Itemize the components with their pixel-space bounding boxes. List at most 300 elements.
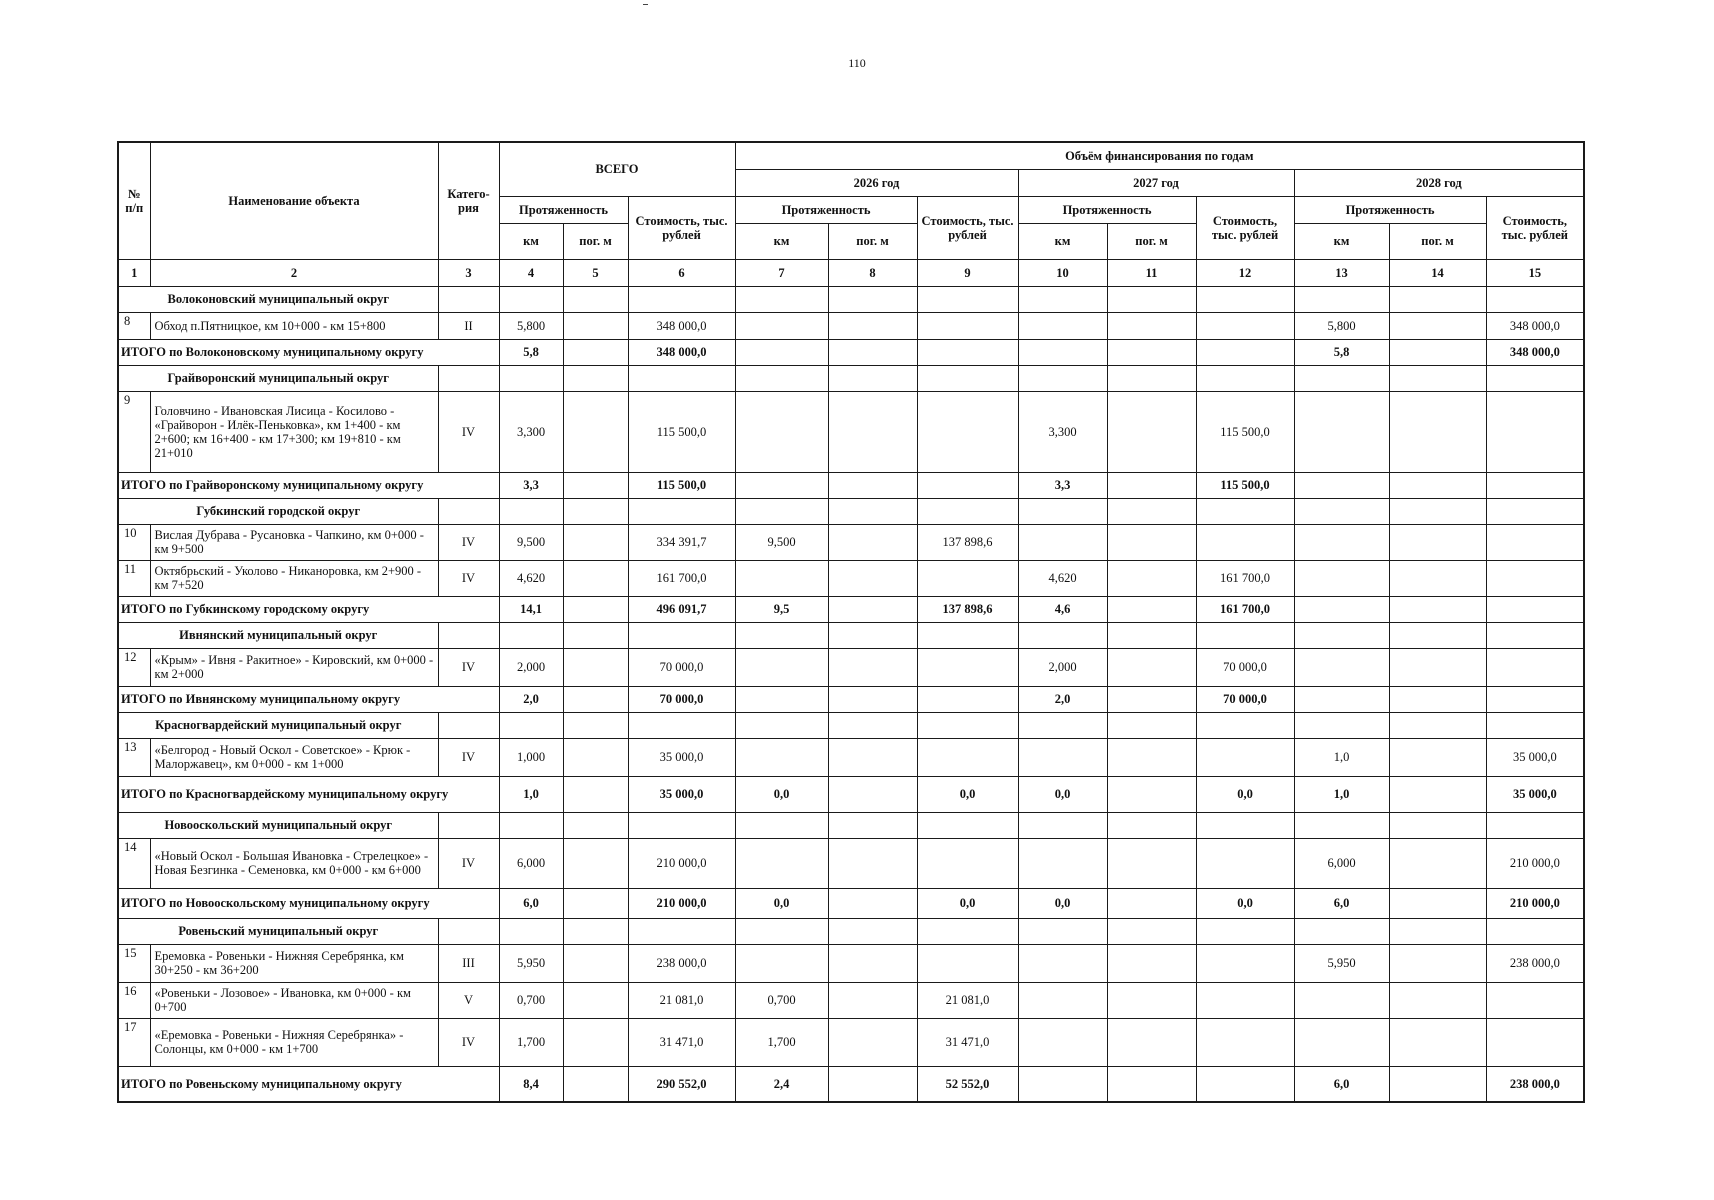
header-year-2028: 2028 год [1294, 169, 1584, 196]
column-number: 2 [150, 259, 438, 286]
header-cost: Стоимость, тыс. рублей [1196, 196, 1294, 259]
section-title: Новооскольский муниципальный округ [118, 812, 438, 838]
total-pog-m [563, 472, 628, 498]
year-2026-cost: 31 471,0 [917, 1018, 1018, 1066]
column-number: 5 [563, 259, 628, 286]
empty-cell [628, 286, 735, 312]
year-2027-km [1018, 982, 1107, 1018]
row-number: 12 [118, 648, 150, 686]
year-2026-pog-m [828, 944, 917, 982]
header-total: ВСЕГО [499, 142, 735, 196]
table-header [118, 142, 1584, 286]
total-cost: 161 700,0 [628, 560, 735, 596]
empty-cell [1196, 498, 1294, 524]
object-name: Головчино - Ивановская Лисица - Косилово - «Грайворон - Илёк-Пеньковка», км 1+400 - км 2+600; км 16+400 - км 17+300; км 19+810 - км 21+010 [150, 391, 438, 472]
year-2027-cost: 0,0 [1196, 776, 1294, 812]
row-number: 14 [118, 838, 150, 888]
year-2027-pog-m [1107, 776, 1196, 812]
total-row [118, 686, 1584, 712]
empty-cell [917, 812, 1018, 838]
header-funding: Объём финансирования по годам [735, 142, 1584, 169]
year-2026-pog-m [828, 738, 917, 776]
total-cost: 210 000,0 [628, 838, 735, 888]
total-cost: 348 000,0 [628, 312, 735, 339]
empty-cell [1389, 498, 1486, 524]
empty-cell [828, 622, 917, 648]
empty-cell [438, 286, 499, 312]
object-name: «Еремовка - Ровеньки - Нижняя Серебрянка» - Солонцы, км 0+000 - км 1+700 [150, 1018, 438, 1066]
total-pog-m [563, 686, 628, 712]
category: V [438, 982, 499, 1018]
row-number: 17 [118, 1018, 150, 1066]
year-2027-cost [1196, 524, 1294, 560]
year-2027-km [1018, 738, 1107, 776]
empty-cell [1389, 365, 1486, 391]
total-cost: 334 391,7 [628, 524, 735, 560]
object-name: «Ровеньки - Лозовое» - Ивановка, км 0+000 - км 0+700 [150, 982, 438, 1018]
category: IV [438, 560, 499, 596]
empty-cell [917, 712, 1018, 738]
year-2028-cost: 210 000,0 [1486, 888, 1584, 918]
year-2027-cost: 115 500,0 [1196, 472, 1294, 498]
year-2026-cost: 137 898,6 [917, 596, 1018, 622]
year-2028-cost [1486, 524, 1584, 560]
year-2026-km: 0,700 [735, 982, 828, 1018]
year-2028-km: 5,800 [1294, 312, 1389, 339]
year-2027-cost [1196, 1018, 1294, 1066]
year-2026-cost [917, 339, 1018, 365]
year-2028-km: 6,0 [1294, 888, 1389, 918]
year-2027-cost [1196, 838, 1294, 888]
year-2026-km [735, 391, 828, 472]
year-2026-cost [917, 312, 1018, 339]
year-2028-km [1294, 472, 1389, 498]
year-2026-cost [917, 648, 1018, 686]
year-2028-km: 6,000 [1294, 838, 1389, 888]
year-2027-cost: 115 500,0 [1196, 391, 1294, 472]
total-label: ИТОГО по Новооскольскому муниципальному округу [118, 888, 499, 918]
total-row [118, 472, 1584, 498]
section-title: Ивнянский муниципальный округ [118, 622, 438, 648]
empty-cell [628, 622, 735, 648]
empty-cell [499, 365, 563, 391]
year-2028-km [1294, 982, 1389, 1018]
empty-cell [628, 498, 735, 524]
empty-cell [1196, 918, 1294, 944]
empty-cell [1107, 812, 1196, 838]
total-cost: 348 000,0 [628, 339, 735, 365]
empty-cell [628, 918, 735, 944]
section-row [118, 622, 1584, 648]
year-2028-cost [1486, 982, 1584, 1018]
header-name: Наименование объекта [150, 142, 438, 259]
header-category: Катего-рия [438, 142, 499, 259]
year-2026-km [735, 944, 828, 982]
category: IV [438, 738, 499, 776]
header-km: км [735, 223, 828, 259]
table-row [118, 648, 1584, 686]
column-number: 15 [1486, 259, 1584, 286]
year-2027-km [1018, 1066, 1107, 1102]
year-2026-km: 0,0 [735, 776, 828, 812]
year-2026-km [735, 472, 828, 498]
year-2028-cost [1486, 596, 1584, 622]
year-2027-km [1018, 1018, 1107, 1066]
year-2027-pog-m [1107, 339, 1196, 365]
total-pog-m [563, 888, 628, 918]
year-2026-cost: 137 898,6 [917, 524, 1018, 560]
header-no: № п/п [118, 142, 150, 259]
table-row [118, 312, 1584, 339]
empty-cell [1486, 498, 1584, 524]
year-2026-km [735, 838, 828, 888]
object-name: Еремовка - Ровеньки - Нижняя Серебрянка, км 30+250 - км 36+200 [150, 944, 438, 982]
total-pog-m [563, 776, 628, 812]
total-pog-m [563, 838, 628, 888]
year-2026-cost: 0,0 [917, 888, 1018, 918]
empty-cell [628, 365, 735, 391]
year-2026-km: 2,4 [735, 1066, 828, 1102]
empty-cell [1486, 286, 1584, 312]
empty-cell [917, 286, 1018, 312]
year-2026-cost [917, 838, 1018, 888]
row-number: 9 [118, 391, 150, 472]
year-2028-pog-m [1389, 524, 1486, 560]
year-2026-pog-m [828, 339, 917, 365]
year-2027-km: 2,000 [1018, 648, 1107, 686]
header-length: Протяженность [499, 196, 628, 223]
total-km: 3,3 [499, 472, 563, 498]
empty-cell [628, 812, 735, 838]
total-km: 6,0 [499, 888, 563, 918]
year-2028-km [1294, 1018, 1389, 1066]
empty-cell [563, 498, 628, 524]
year-2028-cost [1486, 391, 1584, 472]
section-title: Красногвардейский муниципальный округ [118, 712, 438, 738]
total-pog-m [563, 944, 628, 982]
empty-cell [1196, 365, 1294, 391]
empty-cell [1107, 498, 1196, 524]
column-number: 9 [917, 259, 1018, 286]
table-row [118, 391, 1584, 472]
section-row [118, 712, 1584, 738]
total-label: ИТОГО по Ивнянскому муниципальному округу [118, 686, 499, 712]
category: IV [438, 524, 499, 560]
year-2027-km: 3,3 [1018, 472, 1107, 498]
funding-table [117, 141, 1585, 1103]
total-pog-m [563, 982, 628, 1018]
empty-cell [1018, 918, 1107, 944]
year-2027-km [1018, 312, 1107, 339]
year-2027-km: 3,300 [1018, 391, 1107, 472]
column-number: 14 [1389, 259, 1486, 286]
total-label: ИТОГО по Ровеньскому муниципальному округу [118, 1066, 499, 1102]
year-2028-pog-m [1389, 888, 1486, 918]
total-row [118, 1066, 1584, 1102]
year-2027-pog-m [1107, 648, 1196, 686]
empty-cell [1018, 812, 1107, 838]
year-2026-km: 1,700 [735, 1018, 828, 1066]
empty-cell [917, 918, 1018, 944]
year-2027-pog-m [1107, 888, 1196, 918]
year-2027-km: 0,0 [1018, 888, 1107, 918]
year-2027-pog-m [1107, 312, 1196, 339]
total-km: 1,700 [499, 1018, 563, 1066]
object-name: Октябрьский - Уколово - Никаноровка, км 2+900 - км 7+520 [150, 560, 438, 596]
total-km: 4,620 [499, 560, 563, 596]
empty-cell [735, 812, 828, 838]
year-2028-km: 1,0 [1294, 738, 1389, 776]
empty-cell [1196, 622, 1294, 648]
total-cost: 31 471,0 [628, 1018, 735, 1066]
year-2027-km [1018, 838, 1107, 888]
total-km: 1,000 [499, 738, 563, 776]
empty-cell [1018, 286, 1107, 312]
column-number-row [118, 259, 1584, 286]
empty-cell [735, 918, 828, 944]
empty-cell [735, 498, 828, 524]
empty-cell [1294, 712, 1389, 738]
empty-cell [1294, 812, 1389, 838]
header-length: Протяженность [735, 196, 917, 223]
empty-cell [563, 918, 628, 944]
empty-cell [499, 286, 563, 312]
year-2026-km [735, 560, 828, 596]
empty-cell [1294, 286, 1389, 312]
year-2027-cost: 161 700,0 [1196, 560, 1294, 596]
section-row [118, 812, 1584, 838]
year-2026-pog-m [828, 888, 917, 918]
year-2028-pog-m [1389, 596, 1486, 622]
empty-cell [1107, 365, 1196, 391]
year-2028-pog-m [1389, 838, 1486, 888]
empty-cell [1196, 812, 1294, 838]
total-km: 9,500 [499, 524, 563, 560]
total-row [118, 596, 1584, 622]
empty-cell [1486, 812, 1584, 838]
total-km: 1,0 [499, 776, 563, 812]
empty-cell [1196, 712, 1294, 738]
total-label: ИТОГО по Губкинскому городскому округу [118, 596, 499, 622]
total-km: 8,4 [499, 1066, 563, 1102]
empty-cell [1018, 498, 1107, 524]
category: II [438, 312, 499, 339]
year-2028-cost: 238 000,0 [1486, 1066, 1584, 1102]
year-2028-pog-m [1389, 312, 1486, 339]
year-2027-km [1018, 944, 1107, 982]
empty-cell [563, 622, 628, 648]
empty-cell [1294, 918, 1389, 944]
total-cost: 70 000,0 [628, 686, 735, 712]
total-pog-m [563, 339, 628, 365]
year-2028-pog-m [1389, 648, 1486, 686]
empty-cell [628, 712, 735, 738]
year-2026-km [735, 339, 828, 365]
year-2027-cost [1196, 944, 1294, 982]
row-number: 11 [118, 560, 150, 596]
total-pog-m [563, 391, 628, 472]
total-pog-m [563, 560, 628, 596]
header-cost: Стоимость, тыс. рублей [1486, 196, 1584, 259]
year-2026-pog-m [828, 982, 917, 1018]
total-pog-m [563, 524, 628, 560]
year-2026-cost: 52 552,0 [917, 1066, 1018, 1102]
year-2028-cost: 238 000,0 [1486, 944, 1584, 982]
empty-cell [499, 918, 563, 944]
year-2028-cost [1486, 1018, 1584, 1066]
header-km: км [499, 223, 563, 259]
year-2027-pog-m [1107, 944, 1196, 982]
total-km: 3,300 [499, 391, 563, 472]
year-2026-km: 9,5 [735, 596, 828, 622]
total-label: ИТОГО по Красногвардейскому муниципальному округу [118, 776, 499, 812]
category: IV [438, 1018, 499, 1066]
header-year-2027: 2027 год [1018, 169, 1294, 196]
column-number: 11 [1107, 259, 1196, 286]
year-2027-cost [1196, 339, 1294, 365]
header-length: Протяженность [1294, 196, 1486, 223]
year-2028-pog-m [1389, 472, 1486, 498]
year-2027-cost: 70 000,0 [1196, 648, 1294, 686]
total-km: 2,0 [499, 686, 563, 712]
column-number: 6 [628, 259, 735, 286]
empty-cell [1107, 622, 1196, 648]
year-2026-km: 0,0 [735, 888, 828, 918]
year-2028-cost: 348 000,0 [1486, 312, 1584, 339]
header-pog-m: пог. м [828, 223, 917, 259]
row-number: 10 [118, 524, 150, 560]
year-2028-cost [1486, 560, 1584, 596]
empty-cell [1389, 286, 1486, 312]
year-2026-km [735, 686, 828, 712]
total-cost: 21 081,0 [628, 982, 735, 1018]
empty-cell [438, 712, 499, 738]
total-row [118, 339, 1584, 365]
year-2028-cost [1486, 648, 1584, 686]
year-2026-pog-m [828, 560, 917, 596]
section-title: Грайворонский муниципальный округ [118, 365, 438, 391]
year-2026-km [735, 738, 828, 776]
year-2028-pog-m [1389, 1018, 1486, 1066]
category: IV [438, 648, 499, 686]
column-number: 10 [1018, 259, 1107, 286]
year-2026-pog-m [828, 524, 917, 560]
empty-cell [438, 498, 499, 524]
year-2028-km: 6,0 [1294, 1066, 1389, 1102]
empty-cell [1486, 622, 1584, 648]
year-2027-cost: 0,0 [1196, 888, 1294, 918]
column-number: 13 [1294, 259, 1389, 286]
empty-cell [438, 365, 499, 391]
empty-cell [563, 286, 628, 312]
year-2027-cost: 70 000,0 [1196, 686, 1294, 712]
row-number: 13 [118, 738, 150, 776]
total-km: 14,1 [499, 596, 563, 622]
year-2027-km: 2,0 [1018, 686, 1107, 712]
year-2027-pog-m [1107, 738, 1196, 776]
year-2027-pog-m [1107, 1018, 1196, 1066]
year-2026-pog-m [828, 472, 917, 498]
section-title: Ровеньский муниципальный округ [118, 918, 438, 944]
section-title: Волоконовский муниципальный округ [118, 286, 438, 312]
empty-cell [1018, 365, 1107, 391]
year-2026-cost [917, 686, 1018, 712]
year-2026-cost [917, 944, 1018, 982]
empty-cell [1196, 286, 1294, 312]
year-2028-pog-m [1389, 776, 1486, 812]
empty-cell [563, 812, 628, 838]
year-2026-pog-m [828, 838, 917, 888]
total-pog-m [563, 738, 628, 776]
total-cost: 115 500,0 [628, 472, 735, 498]
total-km: 5,950 [499, 944, 563, 982]
year-2028-km [1294, 391, 1389, 472]
table-row [118, 738, 1584, 776]
category: III [438, 944, 499, 982]
total-cost: 35 000,0 [628, 776, 735, 812]
total-pog-m [563, 312, 628, 339]
empty-cell [499, 622, 563, 648]
table-row [118, 524, 1584, 560]
year-2027-pog-m [1107, 524, 1196, 560]
total-cost: 290 552,0 [628, 1066, 735, 1102]
year-2028-km [1294, 524, 1389, 560]
header-pog-m: пог. м [1389, 223, 1486, 259]
category: IV [438, 391, 499, 472]
empty-cell [1486, 712, 1584, 738]
year-2028-pog-m [1389, 738, 1486, 776]
total-row [118, 888, 1584, 918]
year-2026-km [735, 648, 828, 686]
year-2026-cost: 21 081,0 [917, 982, 1018, 1018]
empty-cell [828, 918, 917, 944]
year-2028-pog-m [1389, 560, 1486, 596]
table-row [118, 944, 1584, 982]
year-2028-km [1294, 596, 1389, 622]
year-2028-cost: 210 000,0 [1486, 838, 1584, 888]
year-2028-cost: 35 000,0 [1486, 776, 1584, 812]
empty-cell [917, 365, 1018, 391]
year-2027-km [1018, 524, 1107, 560]
empty-cell [917, 622, 1018, 648]
year-2028-cost: 348 000,0 [1486, 339, 1584, 365]
total-cost: 210 000,0 [628, 888, 735, 918]
column-number: 7 [735, 259, 828, 286]
empty-cell [735, 286, 828, 312]
year-2027-pog-m [1107, 686, 1196, 712]
total-cost: 238 000,0 [628, 944, 735, 982]
header-year-2026: 2026 год [735, 169, 1018, 196]
year-2027-pog-m [1107, 982, 1196, 1018]
empty-cell [1107, 712, 1196, 738]
object-name: «Новый Оскол - Большая Ивановка - Стрелецкое» - Новая Безгинка - Семеновка, км 0+000 - км 6+000 [150, 838, 438, 888]
year-2026-pog-m [828, 391, 917, 472]
header-pog-m: пог. м [1107, 223, 1196, 259]
empty-cell [1107, 286, 1196, 312]
empty-cell [1294, 365, 1389, 391]
header-km: км [1294, 223, 1389, 259]
year-2026-pog-m [828, 686, 917, 712]
table-row [118, 982, 1584, 1018]
year-2028-pog-m [1389, 391, 1486, 472]
year-2028-km: 5,950 [1294, 944, 1389, 982]
year-2026-km: 9,500 [735, 524, 828, 560]
year-2028-km [1294, 560, 1389, 596]
empty-cell [1018, 712, 1107, 738]
year-2026-pog-m [828, 776, 917, 812]
header-length: Протяженность [1018, 196, 1196, 223]
empty-cell [499, 712, 563, 738]
